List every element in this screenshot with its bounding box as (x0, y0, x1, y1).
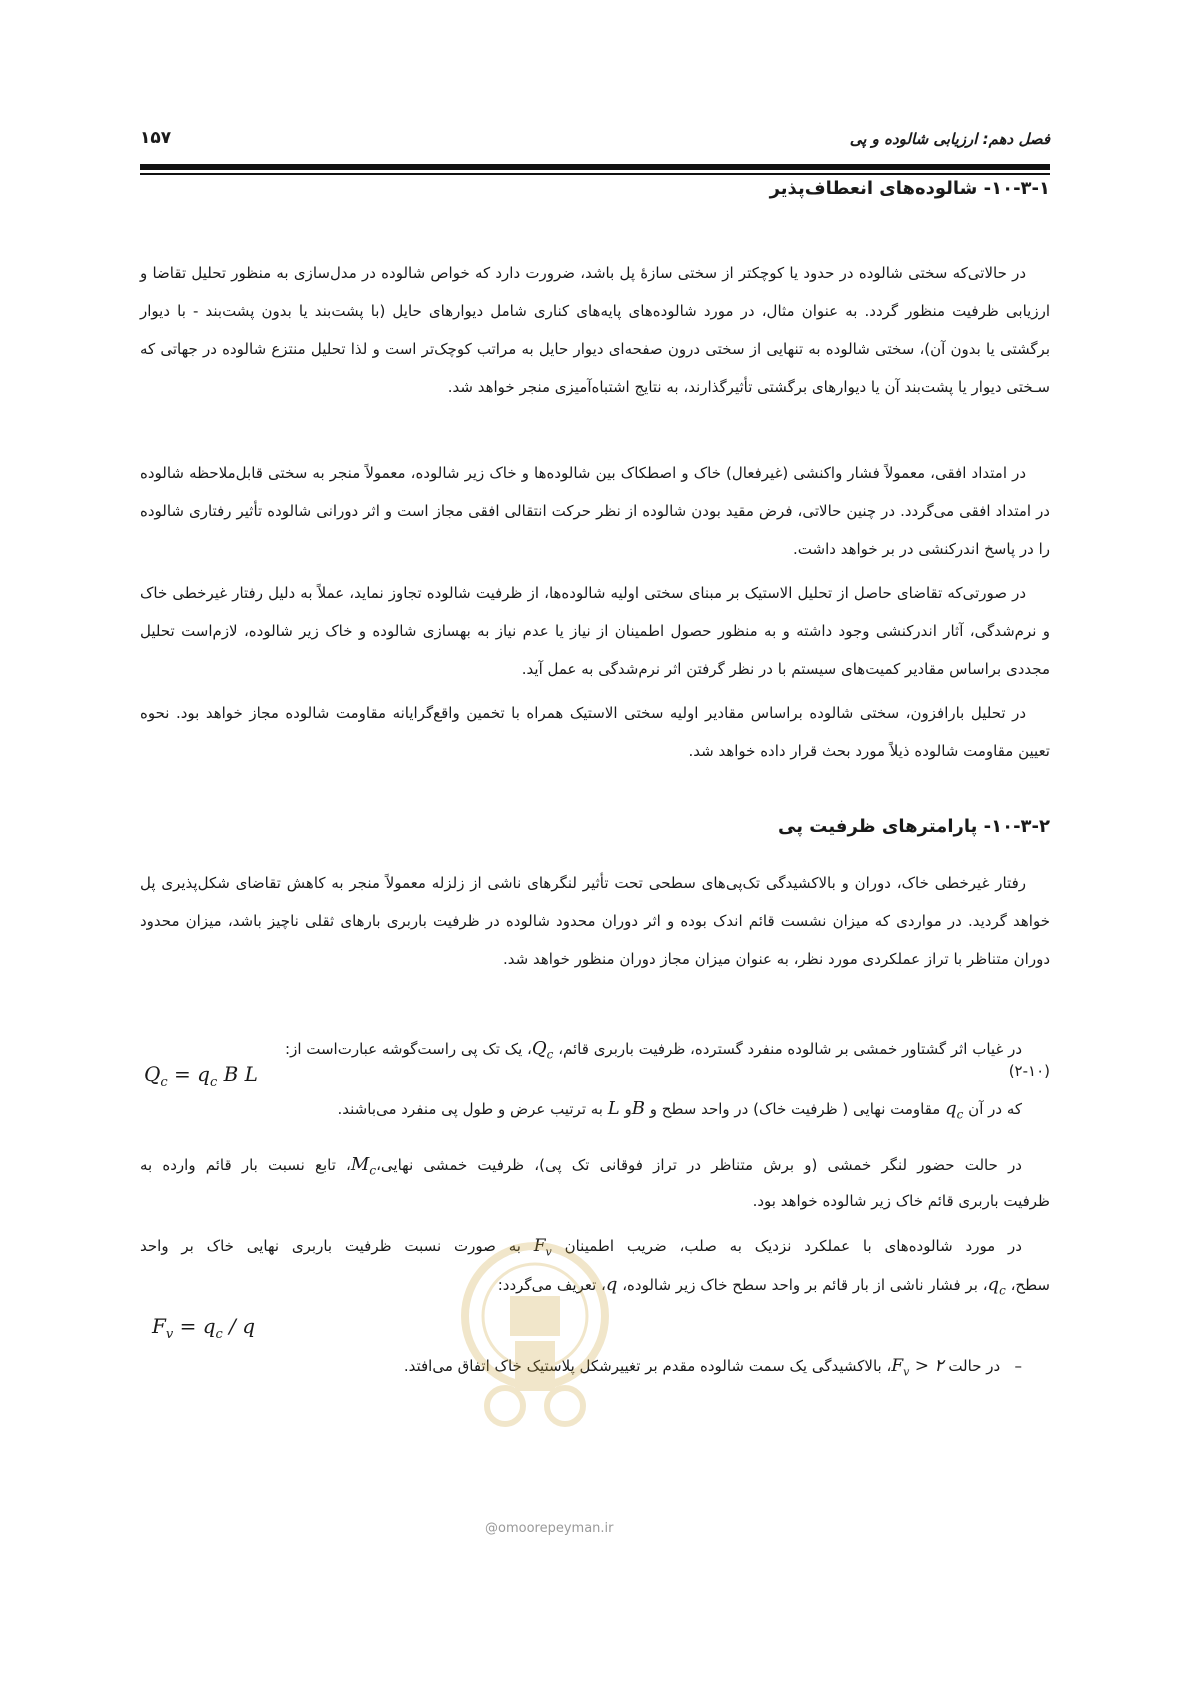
chapter-title: فصل دهم: ارزیابی شالوده و پی (849, 130, 1050, 148)
symbol-b: B (631, 1098, 645, 1119)
symbol-l: L (607, 1098, 620, 1119)
paragraph-text: رفتار غیرخطی خاک، دوران و بالاکشیدگی تک‌پی‌های سطحی تحت تأثیر لنگرهای ناشی از زلزله معمولاً منجر به کاهش تقاضای شکل‌پذیری پل خواهد گردید. در مواردی که میزان نشست قائم اندک بوده و اثر دوران محدود شالوده در ظرفیت باربری بارهای ثقلی ناچیز باشد، میزان محدود دوران متناظر با تراز عملکردی مورد نظر، به عنوان میزان مجاز دوران منظور خواهد شد. (140, 874, 1050, 968)
equation-definitions: که در آن $q_c$ مقاومت نهایی ( ظرفیت خاک) در واحد سطح و Bو L به ترتیب عرض و طول پی منفرد می‌باشند. (337, 1098, 1022, 1122)
section-heading: ۱۰-۳-۱- شالوده‌های انعطاف‌پذیر (769, 178, 1050, 199)
page-number: ۱۵۷ (140, 128, 172, 148)
condition-formula: $F_v$ > ۲ (891, 1356, 944, 1379)
symbol-q: q (605, 1274, 618, 1295)
watermark-url: @omoorepeyman.ir (485, 1521, 614, 1536)
paragraph (140, 574, 1050, 688)
paragraph-moment-line1: در حالت حضور لنگر خمشی (و برش متناظر در تراز فوقانی تک پی)، ظرفیت خمشی $نهایی،M_c،$ تابع نسبت بار قائم وارده به (140, 1154, 1022, 1178)
paragraph (140, 694, 1050, 770)
equation-formula: $Q_c = q_c$ B L (144, 1062, 258, 1090)
page-header (140, 126, 1050, 156)
paragraph-text: در صورتی‌که تقاضای حاصل از تحلیل الاستیک بر مبنای سختی اولیه شالوده‌ها، از ظرفیت شالوده تجاوز نماید، عملاً به دلیل رفتار غیرخطی خاک و نرم‌شدگی، آثار اندرکنشی وجود داشته و به منظور حصول اطمینان از نیاز یا عدم نیاز به بهسازی شالوده و خاک زیر شالوده، لازم‌است تحلیل مجددی براساس مقادیر کمیت‌های سیستم با در نظر گرفتن اثر نرم‌شدگی به عمل آید. (140, 584, 1050, 678)
paragraph-safety-line2: سطح، $q_c،$ بر فشار ناشی از بار قائم بر واحد سطح خاک زیر شالوده، q، تعریف می‌گردد: (497, 1274, 1050, 1298)
symbol-fv: $F_v$ (533, 1236, 552, 1259)
symbol-qc-capital: $Q_c$ (531, 1038, 554, 1062)
paragraph-text: در امتداد افقی، معمولاً فشار واکنشی (غیرفعال) خاک و اصطکاک بین شالوده‌ها و خاک زیر شالوده، معمولاً منجر به سختی قابل‌ملاحظه شالوده در امتداد افقی می‌گردد. در چنین حالاتی، فرض مقید بودن شالوده از نظر حرکت انتقالی افقی مجاز است و اثر دورانی شالوده تأثیر رفتاری شالوده را در پاسخ اندرکنشی در بر خواهد داشت. (140, 464, 1050, 558)
equation-formula: $F_v = q_c / q$ (152, 1314, 256, 1342)
equation-intro: در غیاب اثر گشتاور خمشی بر شالوده منفرد گسترده، ظرفیت باربری قائم، $Q_c،$ یک تک پی راست‌گوشه عبارت‌است از: (285, 1038, 1022, 1062)
paragraph-text: در تحلیل بارافزون، سختی شالوده براساس مقادیر اولیه سختی الاستیک همراه با تخمین واقع‌گرایانه مقاومت شالوده مجاز خواهد بود. نحوه تعیین مقاومت شالوده ذیلاً مورد بحث قرار داده خواهد شد. (140, 704, 1050, 760)
bullet-dash: – (1004, 1357, 1022, 1375)
equation-number: (۲-۱۰) (1008, 1062, 1050, 1080)
paragraph (140, 254, 1050, 406)
watermark-logo (455, 1236, 615, 1436)
paragraph (140, 454, 1050, 568)
symbol-qc: $q_c$ (945, 1098, 964, 1122)
paragraph-text: در حالاتی‌که سختی شالوده در حدود یا کوچکتر از سختی سازهٔ پل باشد، ضرورت دارد که خواص شالوده در مدل‌سازی به منظور تحلیل تقاضا و ارزیابی ظرفیت منظور گردد. به عنوان مثال، در مورد شالوده‌های پایه‌های کناری شامل دیوارهای حایل (با پشت‌بند یا بدون پشت‌بند - با دیوار برگشتی یا بدون آن)، سختی شالوده به تنهایی از سختی درون صفحه‌ای دیوار حایل به مراتب کوچک‌تر است و لذا تحلیل منتزع شالوده در جهاتی که سـختی دیوار یا پشت‌بند آن یا دیوارهای برگشتی تأثیرگذارند، به نتایج اشتباه‌آمیزی منجر خواهد شد. (140, 264, 1050, 396)
equation-row (140, 1062, 1050, 1092)
bullet-item: – در حالت $F_v$ > ۲، بالاکشیدگی یک سمت شالوده مقدم بر تغییرشکل پلاستیک خاک اتفاق می‌افتد. (403, 1356, 1022, 1379)
header-rule-thick (140, 164, 1050, 170)
section-heading: ۱۰-۳-۲- پارامترهای ظرفیت پی (778, 816, 1050, 837)
paragraph (140, 864, 1050, 978)
symbol-qc: $q_c$ (987, 1274, 1006, 1298)
header-rule-thin (140, 173, 1050, 175)
symbol-mc: $M_c$ (350, 1154, 377, 1178)
paragraph-safety-line1: در مورد شالوده‌های با عملکرد نزدیک به صلب، ضریب اطمینان $F_v$ به صورت نسبت ظرفیت باربری نهایی خاک بر واحد (140, 1236, 1022, 1259)
paragraph-moment-line2: ظرفیت باربری قائم خاک زیر شالوده خواهد بود. (752, 1192, 1050, 1210)
